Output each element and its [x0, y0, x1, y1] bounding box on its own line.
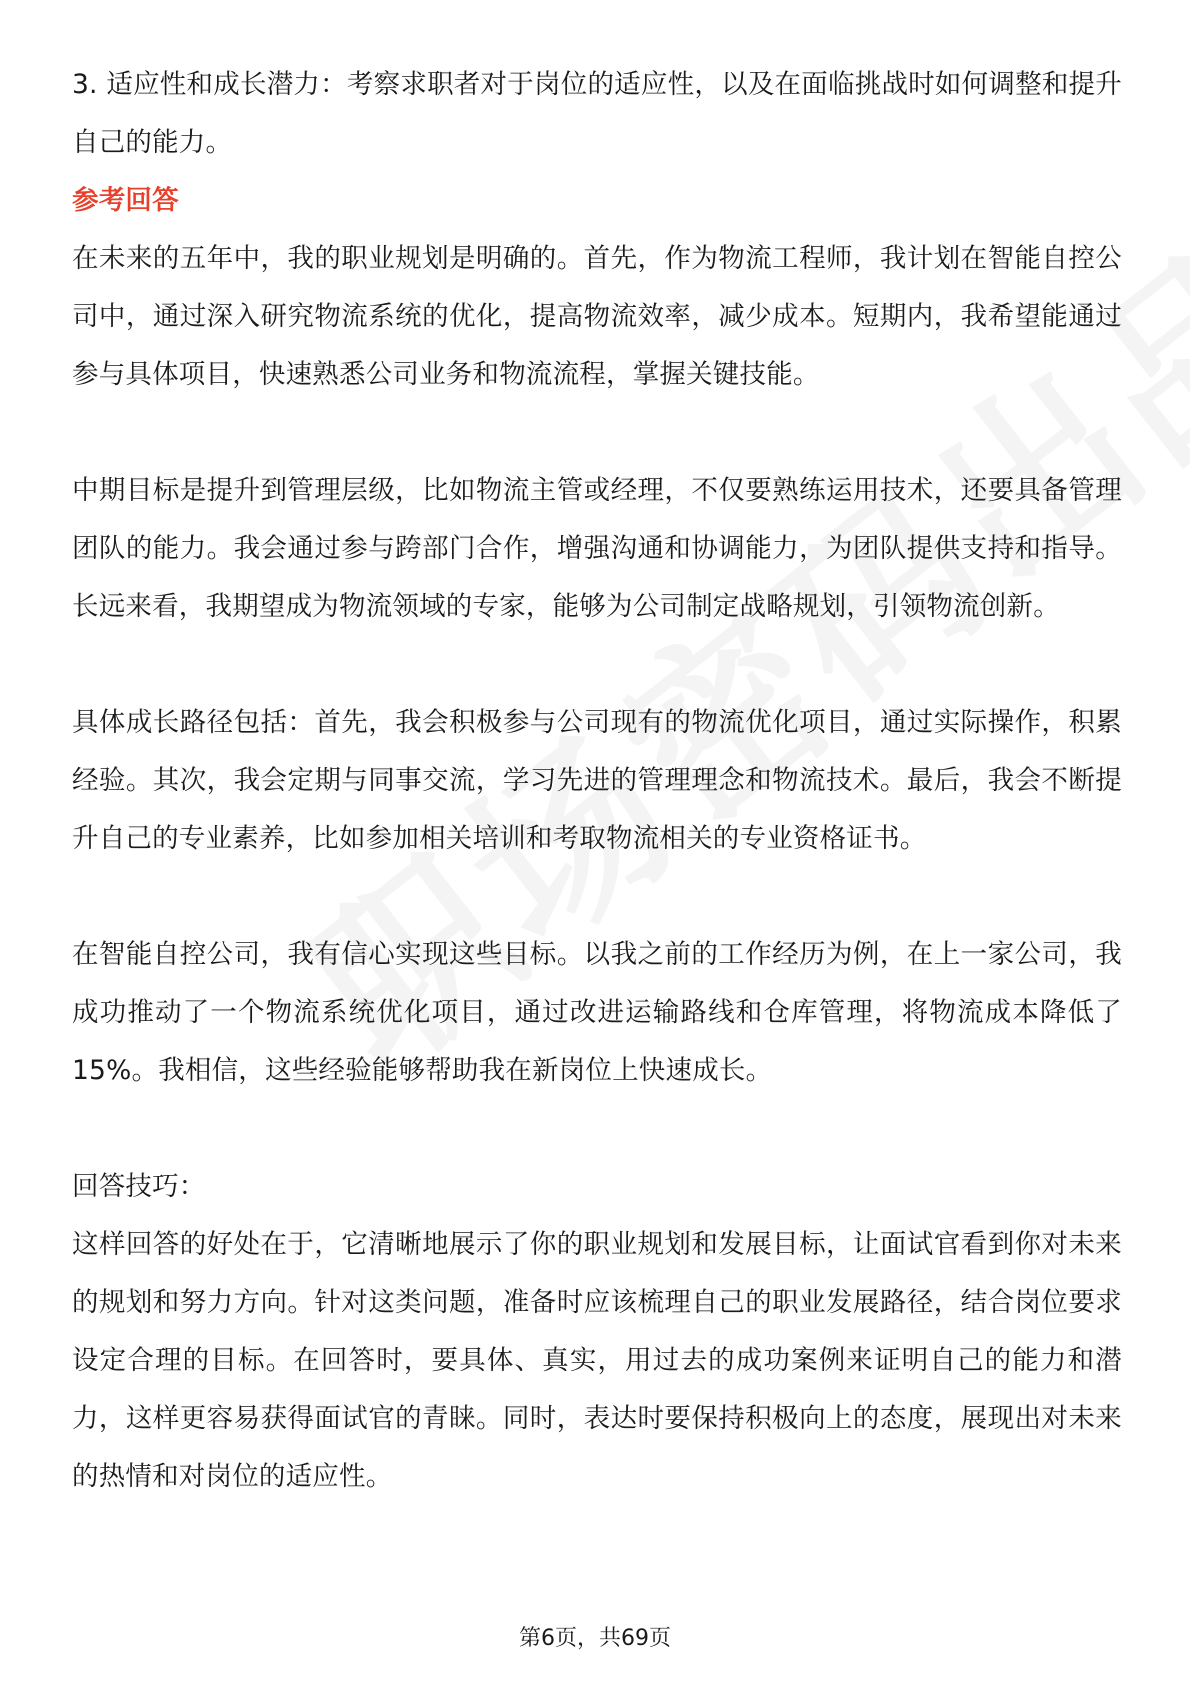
page-content — [72, 56, 1122, 1506]
answer-paragraph-1: 在未来的五年中，我的职业规划是明确的。首先，作为物流工程师，我计划在智能自控公司中，通过深入研究物流系统的优化，提高物流效率，减少成本。短期内，我希望能通过参与具体项目，快速熟悉公司业务和物流流程，掌握关键技能。 — [72, 243, 1122, 390]
answer-heading: 参考回答 — [72, 185, 179, 216]
intro-item: 3. 适应性和成长潜力：考察求职者对于岗位的适应性，以及在面临挑战时如何调整和提升自己的能力。 — [72, 69, 1122, 158]
answer-paragraph-2: 中期目标是提升到管理层级，比如物流主管或经理，不仅要熟练运用技术，还要具备管理团队的能力。我会通过参与跨部门合作，增强沟通和协调能力，为团队提供支持和指导。长远来看，我期望成为物流领域的专家，能够为公司制定战略规划，引领物流创新。 — [72, 475, 1122, 622]
page-footer: 第6页，共69页 — [519, 1626, 671, 1651]
answer-paragraph-3: 具体成长路径包括：首先，我会积极参与公司现有的物流优化项目，通过实际操作，积累经验。其次，我会定期与同事交流，学习先进的管理理念和物流技术。最后，我会不断提升自己的专业素养，比如参加相关培训和考取物流相关的专业资格证书。 — [72, 707, 1122, 854]
answer-paragraph-4: 在智能自控公司，我有信心实现这些目标。以我之前的工作经历为例，在上一家公司，我成功推动了一个物流系统优化项目，通过改进运输路线和仓库管理，将物流成本降低了15%。我相信，这些经验能够帮助我在新岗位上快速成长。 — [72, 939, 1122, 1086]
tips-text: 这样回答的好处在于，它清晰地展示了你的职业规划和发展目标，让面试官看到你对未来的规划和努力方向。针对这类问题，准备时应该梳理自己的职业发展路径，结合岗位要求设定合理的目标。在回答时，要具体、真实，用过去的成功案例来证明自己的能力和潜力，这样更容易获得面试官的青睐。同时，表达时要保持积极向上的态度，展现出对未来的热情和对岗位的适应性。 — [72, 1229, 1122, 1492]
tips-heading: 回答技巧： — [72, 1171, 206, 1202]
